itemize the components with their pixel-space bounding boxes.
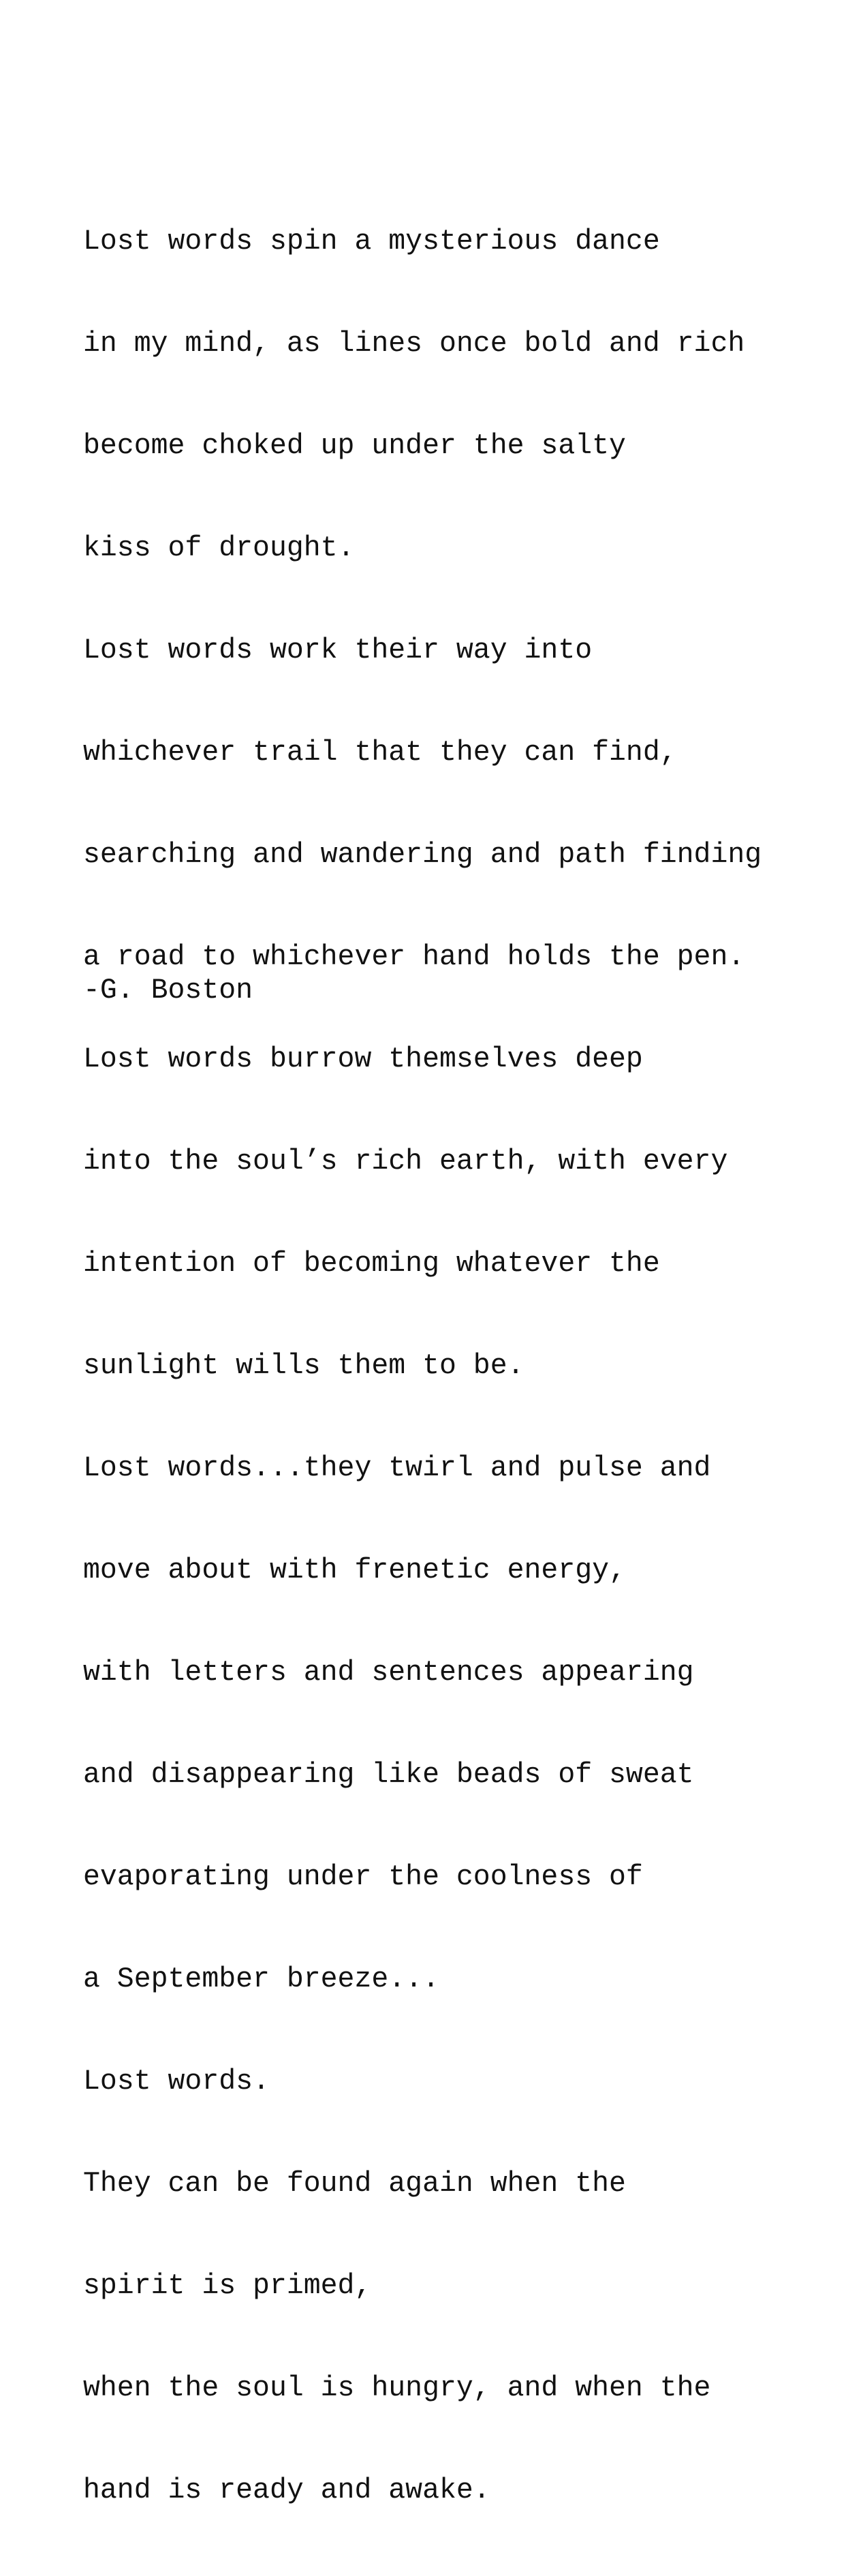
poem-line: searching and wandering and path finding: [83, 839, 762, 871]
poem-line: into the soul’s rich earth, with every: [83, 1146, 728, 1178]
poem-line: sunlight wills them to be.: [83, 1350, 524, 1382]
poem-line: Lost words spin a mysterious dance: [83, 226, 660, 258]
poem-line: and disappearing like beads of sweat: [83, 1759, 694, 1791]
poem-line: a September breeze...: [83, 1963, 439, 1995]
poem-signature: -G. Boston: [83, 975, 253, 1007]
poem-body: [83, 157, 826, 2576]
poem-line: Lost words.: [83, 2066, 270, 2098]
poem-line: kiss of drought.: [83, 532, 355, 564]
poem-line: become choked up under the salty: [83, 430, 626, 462]
poem-line: move about with frenetic energy,: [83, 1554, 626, 1586]
poem-line: evaporating under the coolness of: [83, 1861, 643, 1893]
poem-line: Lost words...they twirl and pulse and: [83, 1452, 711, 1484]
poem-line: Lost words burrow themselves deep: [83, 1043, 643, 1075]
poem-line: in my mind, as lines once bold and rich: [83, 328, 745, 360]
poem-line: Lost words work their way into: [83, 634, 593, 666]
poem-line: a road to whichever hand holds the pen.: [83, 941, 745, 973]
poem-line: with letters and sentences appearing: [83, 1657, 694, 1689]
poem-line: spirit is primed,: [83, 2270, 372, 2302]
poem-line: hand is ready and awake.: [83, 2474, 490, 2506]
poem-line: whichever trail that they can find,: [83, 737, 677, 769]
poem-line: when the soul is hungry, and when the: [83, 2372, 711, 2404]
poem-line: intention of becoming whatever the: [83, 1248, 660, 1280]
poem-line: They can be found again when the: [83, 2168, 626, 2200]
